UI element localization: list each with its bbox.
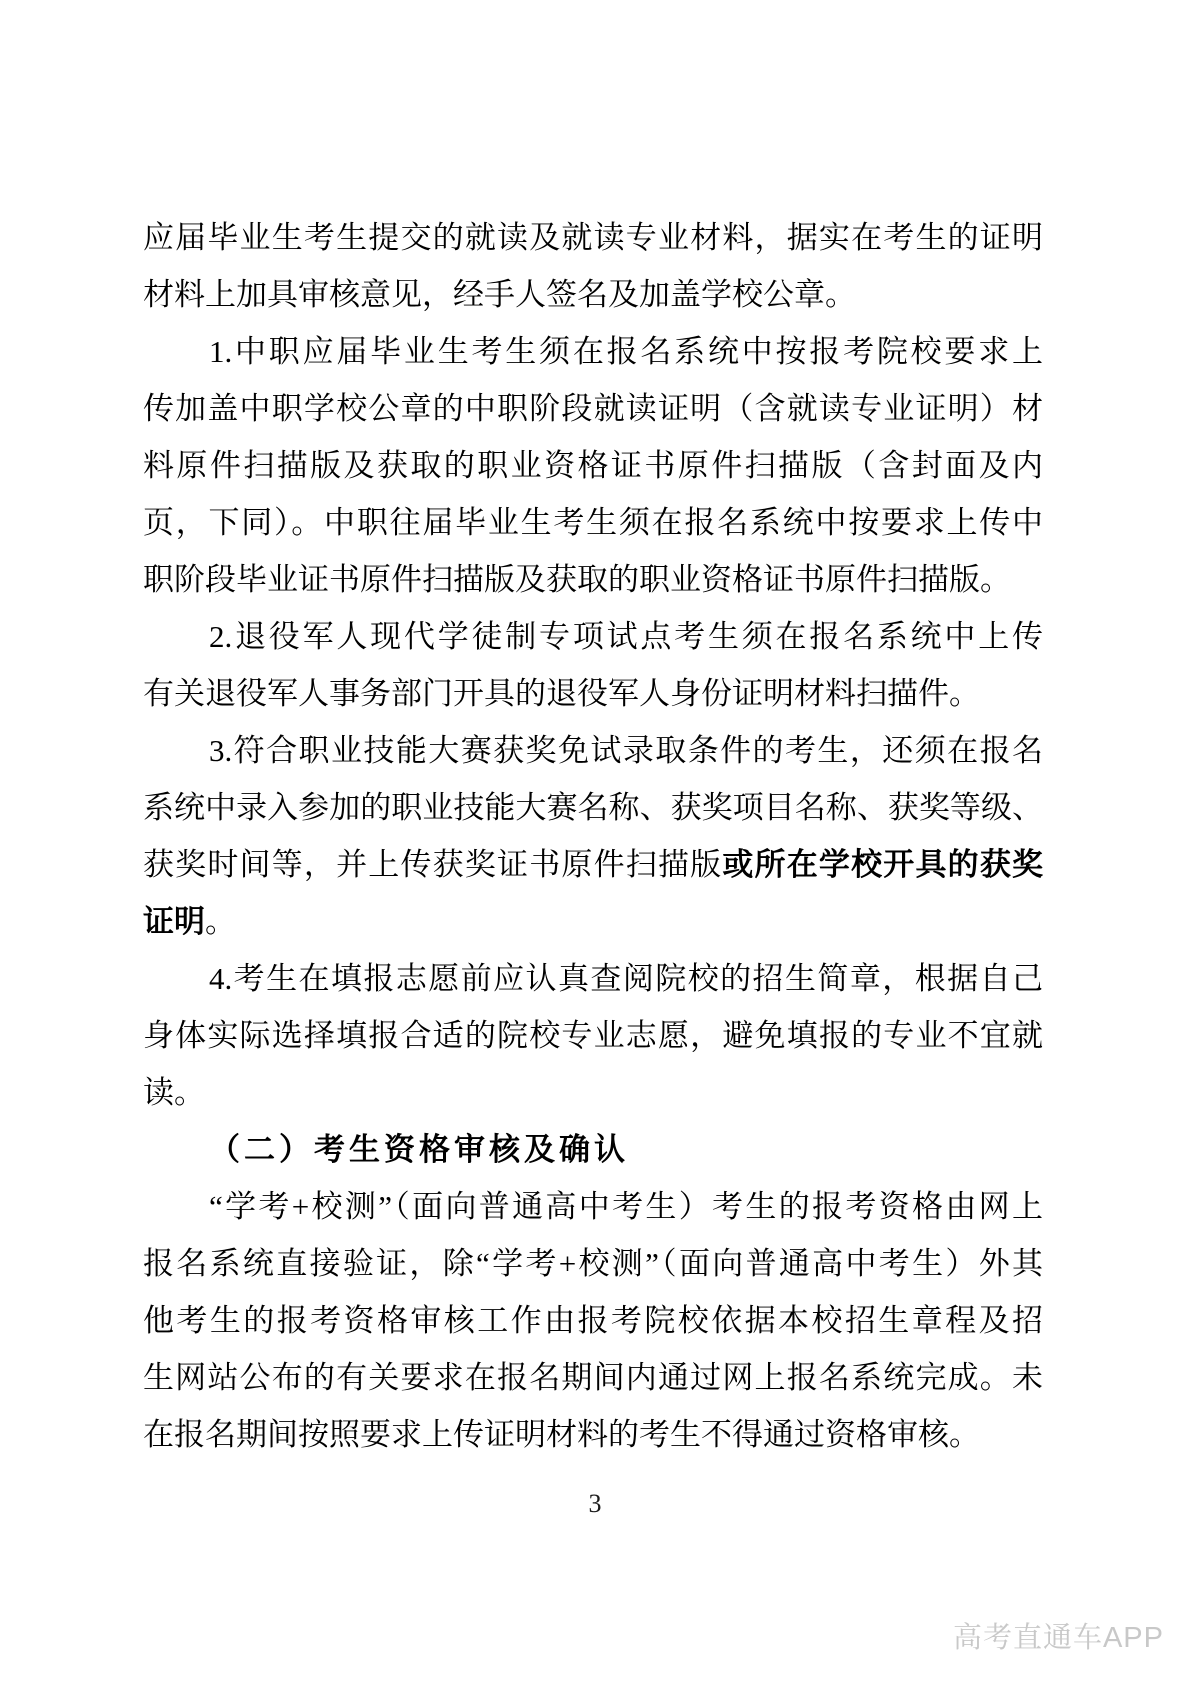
text-segment: 料原件扫描版及获取的职业资格证书原件扫描版（含封面及内 <box>143 448 1043 483</box>
document-body <box>143 209 1043 1463</box>
page-number: 3 <box>588 1489 602 1518</box>
bold-text-segment: 或所在学校开具的获奖 <box>722 847 1044 882</box>
text-segment: 生网站公布的有关要求在报名期间内通过网上报名系统完成。未 <box>143 1360 1043 1395</box>
text-line <box>143 551 1043 608</box>
text-line <box>143 950 1043 1007</box>
text-segment: 职阶段毕业证书原件扫描版及获取的职业资格证书原件扫描版。 <box>143 562 1011 597</box>
text-line <box>143 665 1043 722</box>
watermark-text: 高考直通车APP <box>952 1622 1164 1654</box>
text-line <box>143 209 1043 266</box>
text-segment: 3.符合职业技能大赛获奖免试录取条件的考生，还须在报名 <box>209 733 1043 768</box>
text-segment: 获奖时间等，并上传获奖证书原件扫描版 <box>143 847 723 882</box>
text-line <box>143 1178 1043 1235</box>
text-line <box>143 836 1043 893</box>
text-segment: 传加盖中职学校公章的中职阶段就读证明（含就读专业证明）材 <box>143 391 1043 426</box>
text-line <box>143 779 1043 836</box>
text-segment: 系统中录入参加的职业技能大赛名称、获奖项目名称、获奖等级、 <box>143 790 1043 825</box>
text-segment: 身体实际选择填报合适的院校专业志愿，避免填报的专业不宜就 <box>143 1018 1043 1053</box>
text-line <box>143 893 1043 950</box>
text-segment: （二）考生资格审核及确认 <box>209 1132 629 1167</box>
text-line <box>143 1406 1043 1463</box>
text-segment: 应届毕业生考生提交的就读及就读专业材料，据实在考生的证明 <box>143 220 1043 255</box>
bold-text-segment: 证明 <box>143 904 205 939</box>
text-line <box>143 1064 1043 1121</box>
text-line <box>143 1235 1043 1292</box>
text-line <box>143 494 1043 551</box>
text-line <box>143 1007 1043 1064</box>
text-segment: 有关退役军人事务部门开具的退役军人身份证明材料扫描件。 <box>143 676 980 711</box>
text-segment: 在报名期间按照要求上传证明材料的考生不得通过资格审核。 <box>143 1417 980 1452</box>
text-segment: 页，下同）。中职往届毕业生考生须在报名系统中按要求上传中 <box>143 505 1043 540</box>
text-segment: 。 <box>205 904 236 939</box>
text-line <box>143 722 1043 779</box>
text-line <box>143 323 1043 380</box>
text-segment: 2.退役军人现代学徒制专项试点考生须在报名系统中上传 <box>209 619 1043 654</box>
text-segment: 读。 <box>143 1075 205 1110</box>
text-segment: 他考生的报考资格审核工作由报考院校依据本校招生章程及招 <box>143 1303 1043 1338</box>
text-line <box>143 1349 1043 1406</box>
text-line <box>143 380 1043 437</box>
text-segment: “学考+校测”（面向普通高中考生）考生的报考资格由网上 <box>209 1189 1043 1224</box>
text-segment: 1.中职应届毕业生考生须在报名系统中按报考院校要求上 <box>209 334 1043 369</box>
text-line <box>143 1292 1043 1349</box>
text-line <box>143 608 1043 665</box>
text-segment: 4.考生在填报志愿前应认真查阅院校的招生简章，根据自己 <box>209 961 1043 996</box>
section-heading <box>143 1121 1043 1178</box>
text-line <box>143 266 1043 323</box>
text-line <box>143 437 1043 494</box>
text-segment: 材料上加具审核意见，经手人签名及加盖学校公章。 <box>143 277 856 312</box>
text-segment: 报名系统直接验证，除“学考+校测”（面向普通高中考生）外其 <box>143 1246 1043 1281</box>
